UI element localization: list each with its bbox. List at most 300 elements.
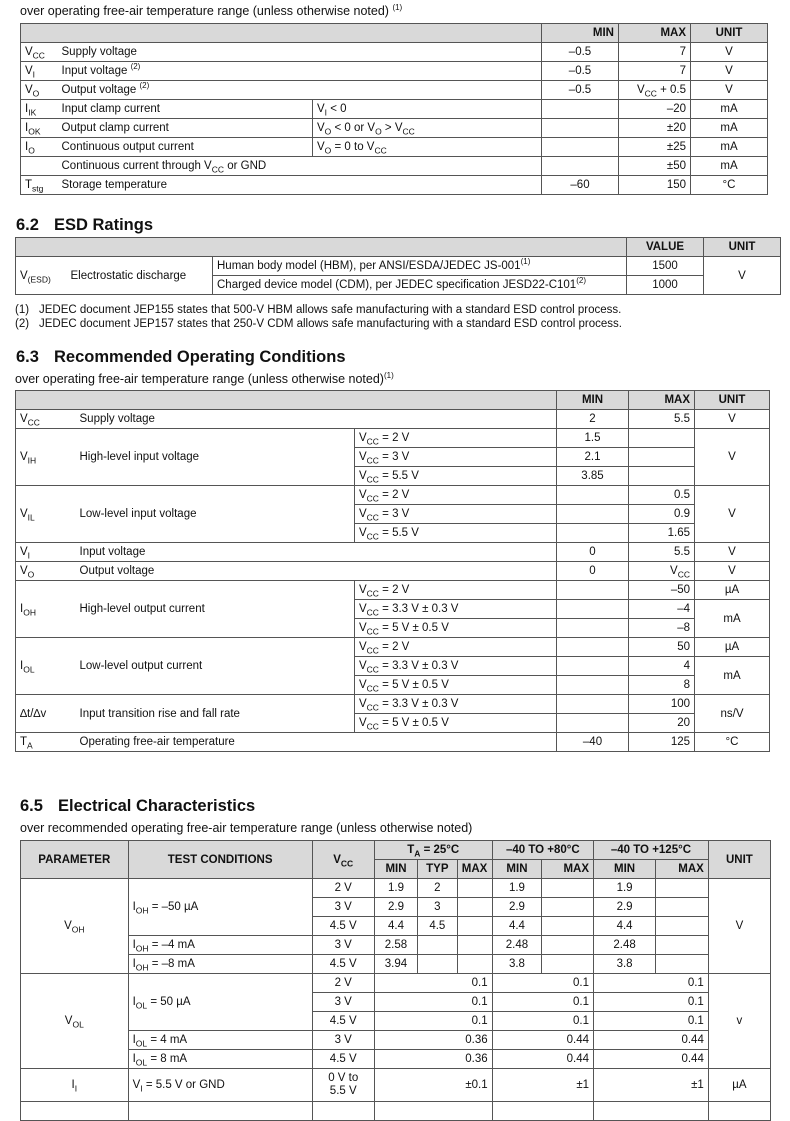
table-cell: °C [695, 733, 770, 752]
text: CC [644, 88, 657, 99]
table-cell: 125 [629, 733, 695, 752]
table-cell: Low-level output current [76, 638, 355, 695]
table-cell: 5.5 [629, 410, 695, 429]
table-cell: 2.1 [557, 448, 629, 467]
table-cell: 1000 [627, 276, 704, 295]
table-cell: $V_{CC} = 5$ V ± 0.5 V [355, 676, 557, 695]
table-cell: ±1 [492, 1069, 593, 1102]
table-cell: $V_{CC} = 3.3$ V ± 0.3 V [355, 657, 557, 676]
table-cell: $V_{CC} + 0.5$ [619, 81, 691, 100]
table-cell: Continuous output current [58, 138, 313, 157]
column-header: MIN [374, 860, 417, 879]
text: CC [374, 145, 387, 156]
table-row [16, 695, 770, 714]
text: I [74, 1083, 78, 1094]
table-cell: $V_{CC}$ [16, 410, 76, 429]
text: A [27, 740, 33, 751]
table-cell: 0 [557, 562, 629, 581]
table-cell: V [704, 257, 781, 295]
table-cell: Supply voltage [58, 43, 542, 62]
table-cell: 0.1 [374, 993, 492, 1012]
table-cell: 2.48 [594, 936, 656, 955]
table-cell: v [708, 974, 770, 1069]
text: (2) [15, 318, 30, 330]
table-cell: 3.94 [374, 955, 417, 974]
text: = 5.5 V [382, 470, 419, 482]
table-row [21, 1069, 771, 1102]
table-cell: V [695, 543, 770, 562]
ec-table [20, 840, 771, 1121]
text: I [32, 69, 36, 80]
text: OL [135, 1000, 148, 1011]
table-cell: 3 V [312, 993, 374, 1012]
table-cell: 4.5 V [312, 1050, 374, 1069]
table-cell [629, 429, 695, 448]
text: = 5 V ± 0.5 V [382, 622, 449, 634]
table-cell: $I_{OL}$ [16, 638, 76, 695]
table-cell: mA [695, 657, 770, 695]
text: (2) [130, 62, 141, 72]
table-cell: 1.5 [557, 429, 629, 448]
text: (1) [15, 304, 30, 316]
table-cell: 0 [557, 543, 629, 562]
table-cell [312, 1069, 374, 1102]
text: T [25, 179, 33, 191]
table-cell: 7 [619, 62, 691, 81]
table-cell: Operating free-air temperature [76, 733, 557, 752]
footnote [15, 318, 622, 330]
table-cell: 2.9 [374, 898, 417, 917]
text: Electrical Characteristics [58, 797, 256, 815]
column-header: MAX [656, 860, 709, 879]
table-cell: µA [708, 1069, 770, 1102]
text: I [27, 550, 31, 561]
text: = 3 V [382, 451, 410, 463]
table-cell: $I_{OL} = 8$ mA [128, 1050, 312, 1069]
table-cell [542, 100, 619, 119]
text: OH [71, 924, 85, 935]
footnote [15, 304, 621, 316]
table-cell: $V_{CC} = 2$ V [355, 486, 557, 505]
table-cell: $V_I = 5.5$ V or GND [128, 1069, 312, 1102]
table-cell: $V_{CC} = 5.5$ V [355, 467, 557, 486]
text: CC [366, 493, 379, 504]
table-cell: Storage temperature [58, 176, 542, 195]
text: = 5 V ± 0.5 V [382, 679, 449, 691]
text: CC [27, 417, 40, 428]
table-cell: High-level input voltage [76, 429, 355, 486]
table-cell: ±0.1 [374, 1069, 492, 1102]
table-cell: 0.1 [594, 993, 709, 1012]
table-cell: ±1 [594, 1069, 709, 1102]
text: (ESD) [27, 273, 51, 284]
text: O [32, 88, 40, 99]
table-row [16, 238, 781, 257]
table-row [16, 257, 781, 276]
text: OL [72, 1019, 84, 1030]
table-cell: $I_{OH} = -50$ µA [128, 879, 312, 936]
table-cell: 0.1 [492, 993, 593, 1012]
text: OL [135, 1038, 148, 1049]
table-cell [58, 81, 542, 100]
table-cell [557, 714, 629, 733]
table-cell [656, 879, 709, 898]
text: OH [23, 607, 36, 618]
table-cell: 0.1 [374, 1012, 492, 1031]
table-row [21, 81, 768, 100]
table-row [21, 879, 771, 898]
column-header: PARAMETER [21, 841, 129, 879]
table-cell: 8 [629, 676, 695, 695]
table-cell: $V_O < 0$ or $V_O > V_{CC}$ [313, 119, 542, 138]
table-cell: 1.9 [492, 879, 542, 898]
col-unit: UNIT [691, 24, 768, 43]
text: CC [211, 164, 225, 175]
table-cell [557, 600, 629, 619]
esd-table [15, 237, 781, 295]
table-cell [542, 879, 594, 898]
table-row [16, 562, 770, 581]
table-cell: 2.58 [374, 936, 417, 955]
text: = 8 mA [150, 1053, 188, 1065]
text: over operating free-air temperature range (unless otherwise noted) [20, 4, 389, 18]
text: = 4 mA [150, 1034, 188, 1046]
table-cell: –8 [629, 619, 695, 638]
table-cell [21, 62, 58, 81]
table-cell: V [691, 81, 768, 100]
table-cell: 0.1 [492, 974, 593, 993]
table-cell: $V_{OL}$ [21, 974, 129, 1069]
text: CC [366, 588, 379, 599]
text: CC [402, 126, 415, 137]
column-header [312, 841, 374, 879]
table-cell: $V_O$ [16, 562, 76, 581]
table-cell: Output voltage [76, 562, 557, 581]
table-cell [457, 879, 492, 898]
text: = 25°C [423, 844, 460, 856]
table-row [21, 157, 768, 176]
table-cell: 0.9 [629, 505, 695, 524]
text: stg [32, 183, 44, 194]
table-cell: $V_{CC} = 5.5$ V [355, 524, 557, 543]
table-cell [21, 81, 58, 100]
text: CC [366, 474, 379, 485]
table-cell: $I_{OH} = -8$ mA [128, 955, 312, 974]
text: V [25, 84, 33, 96]
column-header: TYP [418, 860, 457, 879]
table-cell [312, 1102, 374, 1121]
col-max: MAX [619, 24, 691, 43]
table-cell [542, 917, 594, 936]
text: Human body model (HBM), per ANSI/ESDA/JEDEC JS-001 [217, 260, 521, 272]
table-cell: V [691, 62, 768, 81]
text: Output voltage [61, 84, 137, 96]
table-cell: $V_{CC} = 3$ V [355, 505, 557, 524]
table-cell: $V_{CC} = 3.3$ V ± 0.3 V [355, 695, 557, 714]
table-cell: V [691, 43, 768, 62]
table-cell: 4.5 V [312, 1012, 374, 1031]
table-cell: 150 [619, 176, 691, 195]
text: = 5.5 V [382, 527, 419, 539]
table-cell [557, 676, 629, 695]
table-cell: 3 V [312, 936, 374, 955]
text: (2) [139, 81, 150, 91]
table-cell: $V_{CC} = 2$ V [355, 429, 557, 448]
table-cell [629, 448, 695, 467]
text: JEDEC document JEP157 states that 250-V CDM allows safe manufacturing with a standard ESD control process. [39, 318, 622, 330]
table-cell: –60 [542, 176, 619, 195]
table-cell: 4.5 [418, 917, 457, 936]
table-cell: Input voltage [76, 543, 557, 562]
table-row [21, 1050, 771, 1069]
column-header: MAX [629, 391, 695, 410]
col-min: MIN [542, 24, 619, 43]
table-cell: 7 [619, 43, 691, 62]
column-header: MIN [557, 391, 629, 410]
table-cell: ±25 [619, 138, 691, 157]
text: (1) [392, 2, 403, 12]
text: JEDEC document JEP155 states that 500-V HBM allows safe manufacturing with a standard ESD control process. [39, 304, 622, 316]
table-cell: Input clamp current [58, 100, 313, 119]
table-cell: $V_{CC} = 5$ V ± 0.5 V [355, 714, 557, 733]
text: I [25, 103, 29, 115]
table-cell [492, 1102, 593, 1121]
table-row [21, 955, 771, 974]
table-cell: Electrostatic discharge [67, 257, 213, 295]
table-cell: 0.5 [629, 486, 695, 505]
table-cell: Continuous current through $V_{CC}$ or GND [58, 157, 542, 176]
table-cell [542, 898, 594, 917]
text: V [333, 853, 341, 866]
column-header [374, 841, 492, 860]
text: CC [366, 607, 379, 618]
table-cell: $V_{OH}$ [21, 879, 129, 974]
table-cell [656, 898, 709, 917]
text: = 2 V [382, 641, 410, 653]
text: CC [366, 512, 379, 523]
table-row [21, 176, 768, 195]
text: V [25, 65, 33, 77]
text: 5.5 V [329, 1085, 357, 1097]
text: CC [366, 455, 379, 466]
table-cell [418, 955, 457, 974]
table-cell: 2 V [312, 879, 374, 898]
table-cell: –0.5 [542, 62, 619, 81]
table-cell: 1.9 [374, 879, 417, 898]
table-cell: mA [691, 100, 768, 119]
table-cell: mA [695, 600, 770, 638]
table-cell: 3 [418, 898, 457, 917]
table-cell [557, 581, 629, 600]
text: = 5 V ± 0.5 V [382, 717, 449, 729]
table-cell: 0.1 [594, 1012, 709, 1031]
text: A [414, 848, 421, 859]
table-cell [557, 486, 629, 505]
table-cell: mA [691, 138, 768, 157]
text: V [20, 269, 28, 282]
table-cell: $V_{CC}$ [629, 562, 695, 581]
table-cell: ns/V [695, 695, 770, 733]
text: IK [28, 107, 37, 118]
table-cell [656, 936, 709, 955]
text: CC [366, 531, 379, 542]
text: CC [366, 626, 379, 637]
table-row [21, 138, 768, 157]
table-cell: Input transition rise and fall rate [76, 695, 355, 733]
text: = –50 µA [151, 901, 199, 913]
column-header: VALUE [627, 238, 704, 257]
text: CC [32, 50, 45, 61]
table-cell: $V_{CC} = 5$ V ± 0.5 V [355, 619, 557, 638]
table-cell: 0.44 [594, 1031, 709, 1050]
text: I [324, 107, 328, 118]
section-title-ec [20, 797, 255, 816]
table-cell: –4 [629, 600, 695, 619]
column-header: UNIT [704, 238, 781, 257]
text: CC [366, 683, 379, 694]
text: ESD Ratings [54, 216, 154, 234]
table-cell [21, 100, 58, 119]
table-cell [542, 138, 619, 157]
table-cell [213, 276, 627, 295]
column-header [21, 24, 542, 43]
text: T [407, 844, 415, 856]
text: 6.3 [16, 348, 39, 366]
table-cell: High-level output current [76, 581, 355, 638]
text: O [324, 126, 332, 137]
table-row [16, 733, 770, 752]
text: O [324, 145, 332, 156]
table-cell: 3.85 [557, 467, 629, 486]
text: (1) [383, 370, 394, 380]
text: (1) [520, 257, 531, 267]
text: Recommended Operating Conditions [54, 348, 346, 366]
table-cell: 0.44 [492, 1031, 593, 1050]
table-cell [21, 1102, 129, 1121]
text: CC [340, 857, 354, 868]
text: IL [27, 512, 35, 523]
text: I [140, 1083, 143, 1094]
text: over operating free-air temperature range (unless otherwise noted) [15, 372, 384, 386]
table-cell: 4 [629, 657, 695, 676]
text: OK [28, 126, 41, 137]
table-cell [542, 119, 619, 138]
table-cell: 4.4 [374, 917, 417, 936]
table-cell [21, 176, 58, 195]
table-cell [21, 119, 58, 138]
table-cell [557, 524, 629, 543]
section-title-esd [16, 216, 153, 235]
table-cell: V [695, 410, 770, 429]
table-cell [542, 955, 594, 974]
table-cell: mA [691, 119, 768, 138]
text: CC [366, 721, 379, 732]
text: = 2 V [382, 584, 410, 596]
text: = –4 mA [151, 939, 195, 951]
column-header: MAX [457, 860, 492, 879]
table-cell [557, 505, 629, 524]
table-cell: $I_{OL} = 4$ mA [128, 1031, 312, 1050]
table-cell: µA [695, 581, 770, 600]
table-cell: 3 V [312, 1031, 374, 1050]
table-cell: Low-level input voltage [76, 486, 355, 543]
column-header: MIN [594, 860, 656, 879]
table-cell: 0.1 [374, 974, 492, 993]
text: Input voltage [61, 65, 128, 77]
table-cell [656, 955, 709, 974]
table-cell: $V_{CC} = 2$ V [355, 638, 557, 657]
column-header: –40 TO +125°C [594, 841, 709, 860]
table-cell: Output clamp current [58, 119, 313, 138]
column-header: MIN [492, 860, 542, 879]
table-cell: V [695, 486, 770, 543]
table-cell: 0.36 [374, 1050, 492, 1069]
text: = –8 mA [151, 958, 195, 970]
table-cell: $I_{OH} = -4$ mA [128, 936, 312, 955]
table-cell [708, 1102, 770, 1121]
text: OH [135, 943, 149, 954]
table-cell: 0.36 [374, 1031, 492, 1050]
table-cell: $I_{OL} = 50$ µA [128, 974, 312, 1031]
text: Charged device model (CDM), per JEDEC specification JESD22-C101 [217, 279, 577, 291]
table-row [16, 638, 770, 657]
table-cell: 0.1 [492, 1012, 593, 1031]
table-cell: –20 [619, 100, 691, 119]
text: OL [135, 1057, 148, 1068]
table-cell: $V_O = 0$ to $V_{CC}$ [313, 138, 542, 157]
table-row [16, 429, 770, 448]
table-cell: $T_A$ [16, 733, 76, 752]
table-cell: V [695, 562, 770, 581]
table-row [21, 974, 771, 993]
table-cell: $V_{IL}$ [16, 486, 76, 543]
text: = 3.3 V ± 0.3 V [382, 603, 459, 615]
table-cell [21, 138, 58, 157]
column-header: –40 TO +80°C [492, 841, 593, 860]
table-row [21, 62, 768, 81]
table-cell [374, 1102, 492, 1121]
column-header: UNIT [695, 391, 770, 410]
table-cell: ±20 [619, 119, 691, 138]
table-row [21, 841, 771, 860]
table-cell [457, 936, 492, 955]
text: O [27, 569, 35, 580]
table-cell [213, 257, 627, 276]
table-cell: $I_I$ [21, 1069, 129, 1102]
roc-table [15, 390, 770, 752]
table-cell: 20 [629, 714, 695, 733]
text: = 2 V [382, 432, 410, 444]
ec-note: over recommended operating free-air temperature range (unless otherwise noted) [20, 821, 473, 835]
table-cell [457, 955, 492, 974]
text: I [25, 141, 29, 153]
table-cell: 4.4 [492, 917, 542, 936]
text: O [375, 126, 382, 137]
text: OH [135, 905, 149, 916]
table-cell: 0.1 [594, 974, 709, 993]
text: I [25, 122, 29, 134]
text: CC [366, 436, 379, 447]
table-cell: $V_{IH}$ [16, 429, 76, 486]
table-cell [457, 917, 492, 936]
text: CC [366, 664, 379, 675]
table-cell [542, 157, 619, 176]
table-cell: 2.9 [594, 898, 656, 917]
table-cell [557, 657, 629, 676]
table-row [16, 486, 770, 505]
table-cell: 0.44 [594, 1050, 709, 1069]
table-cell: ∆t/∆v [16, 695, 76, 733]
